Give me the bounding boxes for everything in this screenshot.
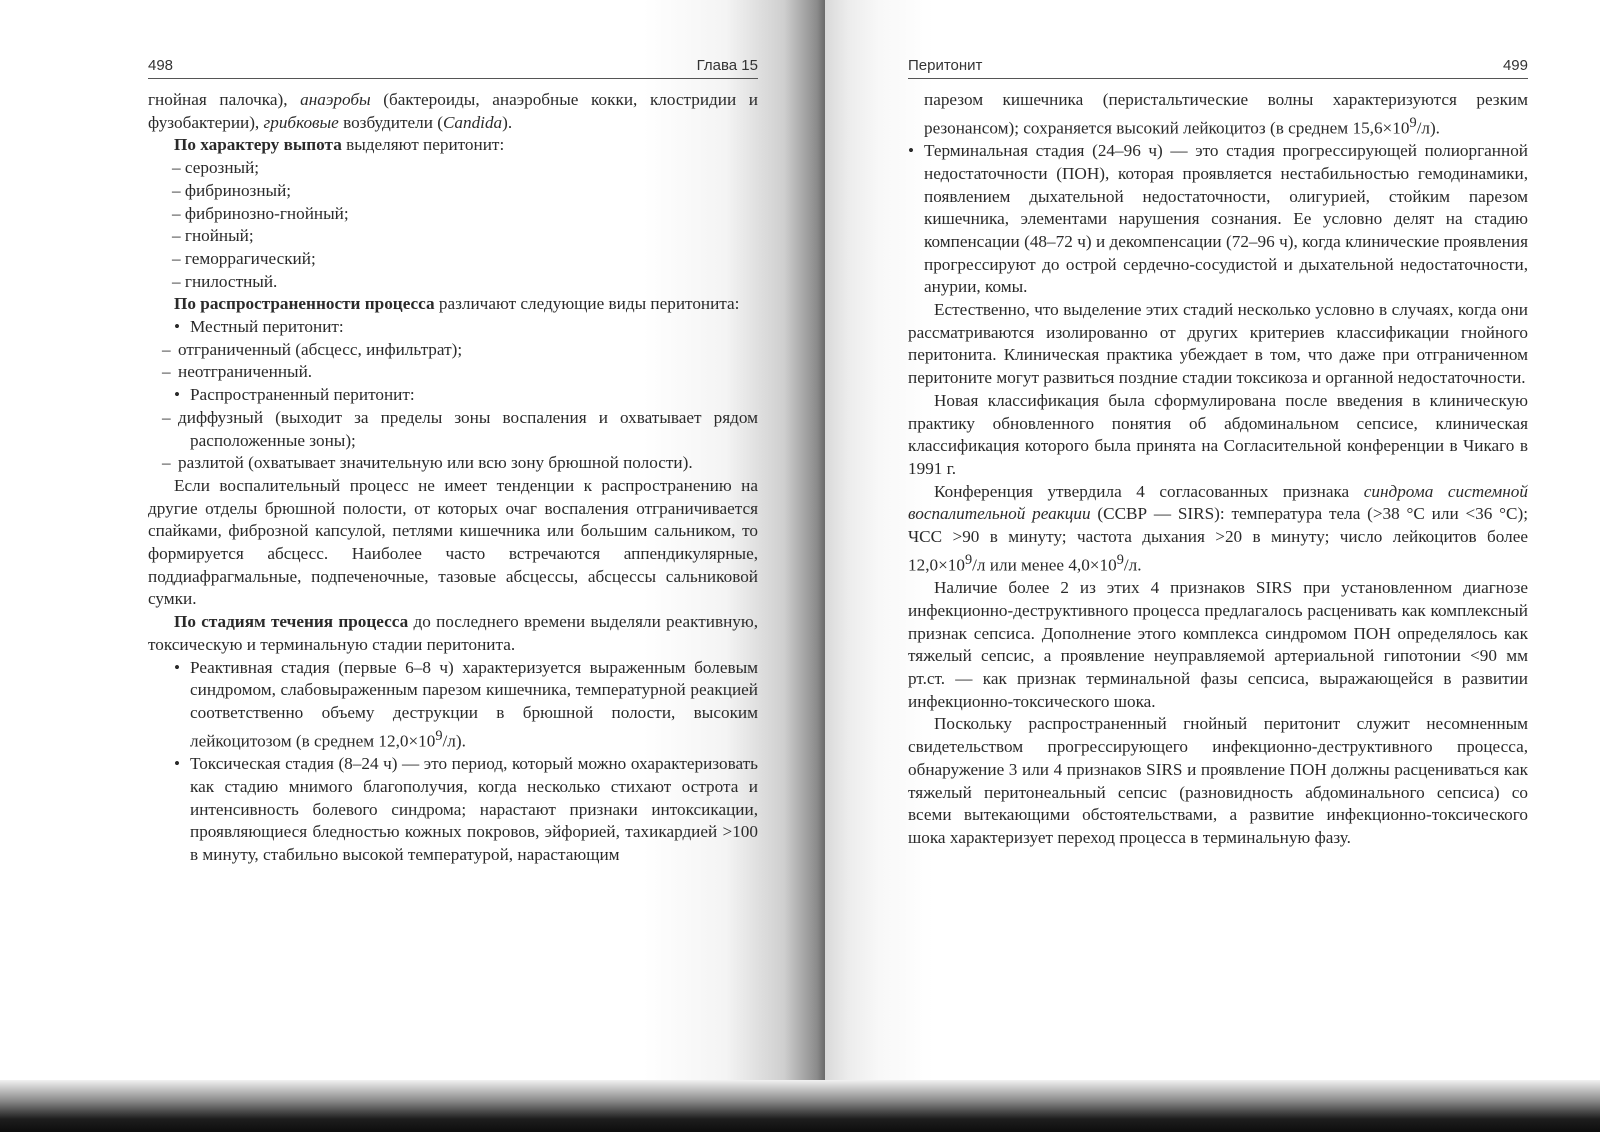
list-item: – гнойный; bbox=[148, 225, 758, 248]
paragraph-stages-heading: По стадиям течения процесса до последнего времени выделяли реактивную, токсическую и терминальную стадии перитонита. bbox=[148, 612, 758, 654]
right-page bbox=[908, 52, 1528, 850]
right-running-header bbox=[908, 52, 1528, 79]
paragraph-spread-heading: По распространенности процесса различают следующие виды перитонита: bbox=[174, 294, 740, 314]
list-item-local: • Местный перитонит: – отграниченный (абсцесс, инфильтрат); – неотграниченный. bbox=[148, 316, 758, 384]
list-item-reactive-stage: • Реактивная стадия (первые 6–8 ч) характеризуется выраженным болевым синдромом, слабовыраженным парезом кишечника, температурной реакцией соответственно объему деструкции в брюшной полости, высоким лейкоцитозом (в среднем $12,0\times 10^9/л$). bbox=[148, 657, 758, 754]
paragraph-peritoneal-sepsis: Поскольку распространенный гнойный перитонит служит несомненным свидетельством прогрессирующего инфекционно-деструктивного процесса, обнаружение 3 или 4 признаков SIRS и проявление ПОН должны расцениваться как тяжелый перитонеальный сепсис (разновидность абдоминального сепсиса) со всеми вытекающими обстоятельствами, а развитие инфекционно-токсического шока характеризует переход процесса в терминальную фазу. bbox=[908, 714, 1528, 847]
list-item-widespread: • Распространенный перитонит: – диффузный (выходит за пределы зоны воспаления и охватывает рядом расположенные зоны); – разлитой (охватывает значительную или всю зону брюшной полости). bbox=[148, 384, 758, 475]
widespread-sublist bbox=[148, 407, 758, 475]
left-running-header bbox=[148, 52, 758, 79]
paragraph-sepsis-definition: Наличие более 2 из этих 4 признаков SIRS при установленном диагнозе инфекционно-деструктивного процесса предлагалось расценивать как комплексный признак сепсиса. Дополнение этого комплекса синдромом ПОН определялось как тяжелый сепсис, а проявление неуправляемой артериальной гипотонии <90 мм рт.ст. — как признак терминальной фазы сепсиса, выражающейся в развитии инфекционно-токсического шока. bbox=[908, 578, 1528, 711]
left-page-number: 498 bbox=[148, 57, 174, 74]
scan-bottom-shadow bbox=[0, 1080, 1600, 1132]
continued-stage-text: парезом кишечника (перистальтические волны характеризуются резким резонансом); сохраняется высокий лейкоцитоз (в среднем $15,6\times 10^9/л$). bbox=[924, 90, 1528, 138]
spread-list bbox=[148, 316, 758, 475]
list-item: – фибринозно-гнойный; bbox=[148, 203, 758, 226]
list-item: – серозный; bbox=[148, 157, 758, 180]
left-body bbox=[148, 89, 758, 867]
paragraph-sirs-criteria: Конференция утвердила 4 согласованных признака синдрома системной воспалительной реакции (ССВР — SIRS): температура тела (>38 °С или <36 °С); ЧСС >90 в минуту; частота дыхания >20 в минуту; число лейкоцитов более $12,0\times 10^9/л$ или менее $4,0\times 10^9/л$. bbox=[908, 481, 1528, 575]
paragraph-new-classification: Новая классификация была сформулирована после введения в клиническую практику обновленного понятия об абдоминальном сепсисе, клиническая классификация которого была принята на Согласительной конференции в Чикаго в 1991 г. bbox=[908, 390, 1528, 478]
stages-list bbox=[148, 657, 758, 867]
terminal-stage-list bbox=[908, 140, 1528, 299]
list-item: – фибринозный; bbox=[148, 180, 758, 203]
list-item: – геморрагический; bbox=[148, 248, 758, 271]
right-chapter-title: Перитонит bbox=[908, 57, 983, 74]
list-item: – неотграниченный. bbox=[148, 361, 758, 384]
left-page bbox=[148, 52, 758, 867]
list-item: – разлитой (охватывает значительную или всю зону брюшной полости). bbox=[148, 452, 758, 475]
paragraph-exudate-heading: По характеру выпота выделяют перитонит: bbox=[174, 135, 505, 155]
list-item-toxic-stage: • Токсическая стадия (8–24 ч) — это период, который можно охарактеризовать как стадию мнимого благополучия, когда несколько стихают острота и интенсивность болевого синдрома; нарастают признаки интоксикации, проявляющиеся бледностью кожных покровов, эйфорией, тахикардией >100 в минуту, стабильно высокой температурой, нарастающим bbox=[148, 753, 758, 867]
left-chapter-title: Глава 15 bbox=[696, 57, 758, 74]
exudate-list bbox=[148, 157, 758, 293]
paragraph-abscess: Если воспалительный процесс не имеет тенденции к распространению на другие отделы брюшной полости, от которых очаг воспаления отграничивается спайками, фиброзной капсулой, петлями кишечника или большим сальником, то формируется абсцесс. Наиболее часто встречаются аппендикулярные, поддиафрагмальные, подпеченочные, тазовые абсцессы, абсцессы сальниковой сумки. bbox=[148, 475, 758, 609]
list-item: – гнилостный. bbox=[148, 271, 758, 294]
list-item: – отграниченный (абсцесс, инфильтрат); bbox=[148, 339, 758, 362]
paragraph-pathogens: гнойная палочка), анаэробы (бактероиды, анаэробные кокки, клостридии и фузобактерии), грибковые возбудители (Candida). bbox=[148, 90, 759, 132]
right-body bbox=[908, 89, 1528, 850]
list-item: – диффузный (выходит за пределы зоны воспаления и охватывает рядом расположенные зоны); bbox=[148, 407, 758, 452]
right-page-number: 499 bbox=[1502, 57, 1528, 74]
list-item-terminal-stage: • Терминальная стадия (24–96 ч) — это стадия прогрессирующей полиорганной недостаточности (ПОН), которая проявляется нестабильностью гемодинамики, появлением дыхательной недостаточности, олигурией, стойким парезом кишечника, элементами нарушения сознания. Ее условно делят на стадию компенсации (48–72 ч) и декомпенсации (72–96 ч), когда клинические проявления прогрессируют до острой сердечно-сосудистой и дыхательной недостаточности, анурии, комы. bbox=[908, 140, 1528, 299]
local-sublist bbox=[148, 339, 758, 384]
paragraph-conditional-stages: Естественно, что выделение этих стадий несколько условно в случаях, когда они рассматриваются изолированно от других критериев классификации гнойного перитонита. Клиническая практика убеждает в том, что даже при отграниченном перитоните могут развиться поздние стадии токсикоза и органной недостаточности. bbox=[908, 300, 1528, 388]
